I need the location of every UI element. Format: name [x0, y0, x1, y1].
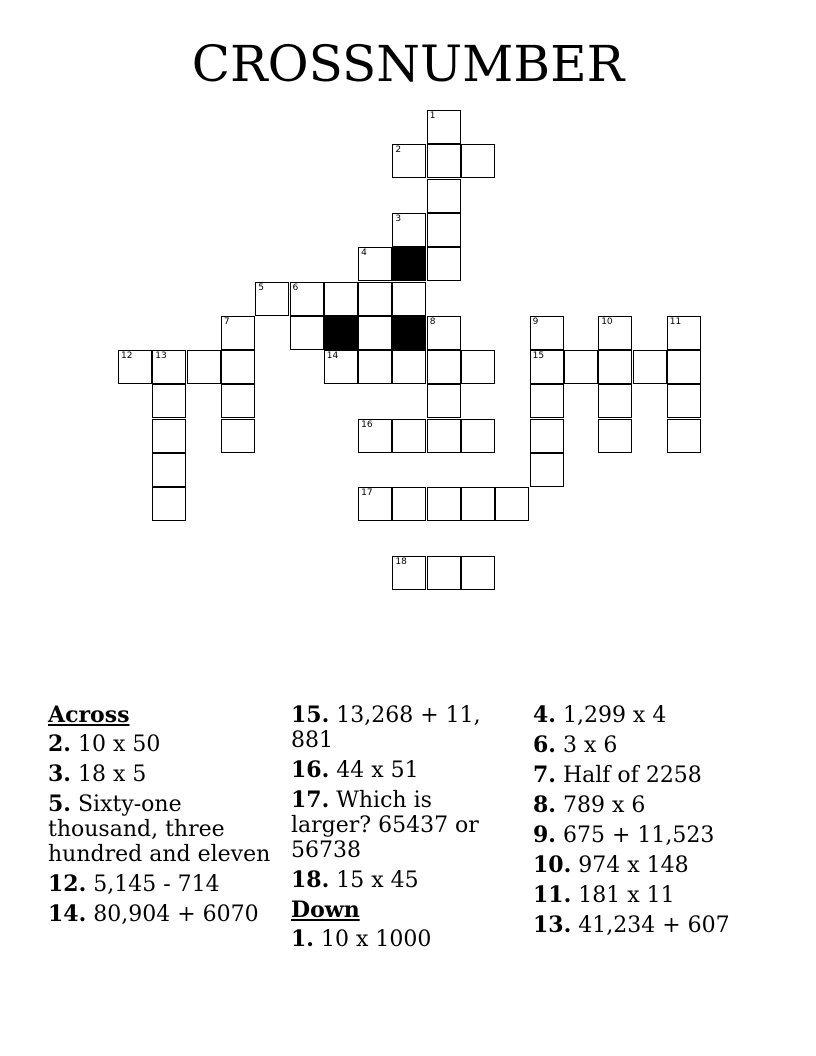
- down-heading: Down: [291, 897, 360, 923]
- clue-item-text: 18 x 5: [70, 762, 147, 787]
- grid-cell[interactable]: [427, 316, 461, 350]
- grid-cell[interactable]: [530, 350, 564, 384]
- grid-cell[interactable]: [118, 350, 152, 384]
- clue-item-text: 675 + 11,523: [555, 823, 715, 848]
- clue-item: [291, 703, 516, 753]
- grid-cell[interactable]: [667, 316, 701, 350]
- clue-item-text: 5,145 - 714: [86, 872, 220, 897]
- clue-number: 5: [258, 282, 264, 293]
- grid-cell[interactable]: [598, 316, 632, 350]
- grid-cell[interactable]: [461, 556, 495, 590]
- clue-number: 12: [121, 351, 133, 362]
- grid-cell[interactable]: [461, 487, 495, 521]
- grid-cell[interactable]: [392, 282, 426, 316]
- grid-cell[interactable]: [495, 487, 529, 521]
- grid-cell[interactable]: [187, 350, 221, 384]
- page-title: CROSSNUMBER: [191, 35, 625, 93]
- grid-cell[interactable]: [358, 487, 392, 521]
- clue-item-number: 18.: [291, 867, 330, 893]
- clue-item: [291, 927, 516, 952]
- clue-item: [533, 793, 783, 818]
- grid-cell[interactable]: [427, 350, 461, 384]
- clue-item: [533, 733, 783, 758]
- grid-cell[interactable]: [358, 316, 392, 350]
- grid-cell[interactable]: [530, 384, 564, 418]
- grid-cell[interactable]: [427, 556, 461, 590]
- clue-item-text: 181 x 11: [571, 883, 675, 908]
- clue-item: [291, 788, 516, 863]
- grid-cell[interactable]: [392, 556, 426, 590]
- clue-item: [48, 762, 278, 787]
- clue-item: [48, 732, 278, 757]
- clue-item-text: 10 x 50: [70, 732, 161, 757]
- clue-item-number: 5.: [48, 791, 71, 817]
- clue-column-1: [48, 703, 278, 932]
- grid-cell[interactable]: [392, 213, 426, 247]
- clue-item-number: 6.: [533, 732, 556, 758]
- clue-item-number: 16.: [291, 757, 330, 783]
- clue-item: [48, 872, 278, 897]
- clue-number: 7: [223, 316, 230, 327]
- grid-cell[interactable]: [427, 179, 461, 213]
- grid-cell[interactable]: [427, 384, 461, 418]
- clue-number: 14: [326, 351, 339, 362]
- grid-cell[interactable]: [290, 282, 324, 316]
- across-heading: Across: [48, 702, 130, 728]
- clue-number: 18: [395, 556, 407, 567]
- grid-cell[interactable]: [221, 350, 255, 384]
- clue-number: 2: [395, 145, 402, 156]
- clue-number: 17: [361, 488, 373, 499]
- clue-column-3: [533, 703, 783, 943]
- grid-cell[interactable]: [427, 419, 461, 453]
- clue-number: 4: [361, 248, 367, 259]
- clue-item: [291, 758, 516, 783]
- grid-cell-blocked: [392, 316, 426, 350]
- clue-item-text: 80,904 + 6070: [86, 902, 259, 927]
- grid-cell[interactable]: [358, 419, 392, 453]
- clue-number: 10: [601, 316, 613, 327]
- grid-cell[interactable]: [358, 350, 392, 384]
- grid-cell[interactable]: [530, 419, 564, 453]
- clue-item-number: 1.: [291, 926, 314, 952]
- clue-number: 16: [361, 419, 373, 430]
- clue-number: 6: [292, 282, 299, 293]
- grid-cell[interactable]: [392, 419, 426, 453]
- grid-cell[interactable]: [358, 247, 392, 281]
- clue-item: [533, 883, 783, 908]
- grid-cell[interactable]: [667, 384, 701, 418]
- clue-item-number: 10.: [533, 852, 572, 878]
- clue-number: 13: [155, 351, 167, 362]
- grid-cell[interactable]: [530, 453, 564, 487]
- clue-number: 3: [395, 213, 402, 224]
- clue-item-number: 8.: [533, 792, 556, 818]
- grid-cell[interactable]: [427, 247, 461, 281]
- grid-cell[interactable]: [598, 350, 632, 384]
- grid-cell-blocked: [324, 316, 358, 350]
- clue-item-number: 14.: [48, 901, 87, 927]
- clue-column-2: [291, 703, 516, 957]
- clue-item-number: 2.: [48, 731, 71, 757]
- grid-cell[interactable]: [324, 350, 358, 384]
- clue-item-number: 4.: [533, 702, 556, 728]
- clue-item-text: Sixty-one thousand, three hundred and eleven: [48, 792, 271, 867]
- grid-cell[interactable]: [221, 419, 255, 453]
- grid-cell[interactable]: [324, 282, 358, 316]
- grid-cell[interactable]: [290, 316, 324, 350]
- grid-cell[interactable]: [427, 213, 461, 247]
- clue-number: 8: [429, 316, 436, 327]
- grid-cell[interactable]: [255, 282, 289, 316]
- grid-cell[interactable]: [598, 384, 632, 418]
- clue-number: 11: [669, 316, 682, 327]
- clue-item-text: 10 x 1000: [313, 927, 432, 952]
- grid-cell[interactable]: [221, 316, 255, 350]
- clue-item-text: Which is larger? 65437 or 56738: [291, 788, 479, 863]
- clue-number: 15: [532, 351, 545, 362]
- clue-item: [533, 703, 783, 728]
- clue-item: [291, 868, 516, 893]
- clue-item-number: 11.: [533, 882, 572, 908]
- grid-cell[interactable]: [427, 144, 461, 178]
- grid-cell[interactable]: [633, 350, 667, 384]
- grid-cell[interactable]: [461, 419, 495, 453]
- grid-cell[interactable]: [392, 487, 426, 521]
- clue-item-text: 1,299 x 4: [555, 703, 667, 728]
- grid-cell[interactable]: [152, 419, 186, 453]
- grid-cell[interactable]: [392, 350, 426, 384]
- clue-item: [533, 823, 783, 848]
- clue-item-text: Half of 2258: [555, 763, 702, 788]
- grid-cell[interactable]: [152, 350, 186, 384]
- clue-item: [48, 902, 278, 927]
- clue-item-text: 13,268 + 11, 881: [291, 703, 481, 753]
- clue-item-text: 974 x 148: [571, 853, 689, 878]
- clue-number: 9: [532, 316, 539, 327]
- clue-item-number: 9.: [533, 822, 556, 848]
- clue-item: [533, 913, 783, 938]
- clue-item-number: 7.: [533, 762, 556, 788]
- clue-item-number: 13.: [533, 912, 572, 938]
- grid-cell[interactable]: [427, 487, 461, 521]
- grid-cell[interactable]: [427, 110, 461, 144]
- clue-item-number: 17.: [291, 787, 330, 813]
- clue-item: [533, 853, 783, 878]
- grid-cell[interactable]: [152, 453, 186, 487]
- grid-cell[interactable]: [392, 144, 426, 178]
- clue-item-number: 3.: [48, 761, 71, 787]
- clue-item-text: 41,234 + 607: [571, 913, 730, 938]
- grid-cell[interactable]: [530, 316, 564, 350]
- grid-cell[interactable]: [152, 487, 186, 521]
- clue-item: [533, 763, 783, 788]
- grid-cell[interactable]: [358, 282, 392, 316]
- clue-item-number: 15.: [291, 702, 330, 728]
- grid-cell[interactable]: [152, 384, 186, 418]
- clue-item-text: 44 x 51: [329, 758, 419, 783]
- clue-item-text: 3 x 6: [555, 733, 618, 758]
- clue-item-number: 12.: [48, 871, 87, 897]
- clue-number: 1: [429, 111, 436, 121]
- grid-cell[interactable]: [667, 350, 701, 384]
- clue-item-text: 789 x 6: [555, 793, 646, 818]
- grid-cell-blocked: [392, 247, 426, 281]
- clue-item: [48, 792, 278, 867]
- grid-cell[interactable]: [221, 384, 255, 418]
- grid-cell[interactable]: [564, 350, 598, 384]
- clue-item-text: 15 x 45: [329, 868, 419, 893]
- grid-cell[interactable]: [667, 419, 701, 453]
- grid-cell[interactable]: [598, 419, 632, 453]
- grid-cell[interactable]: [461, 144, 495, 178]
- grid-cell[interactable]: [461, 350, 495, 384]
